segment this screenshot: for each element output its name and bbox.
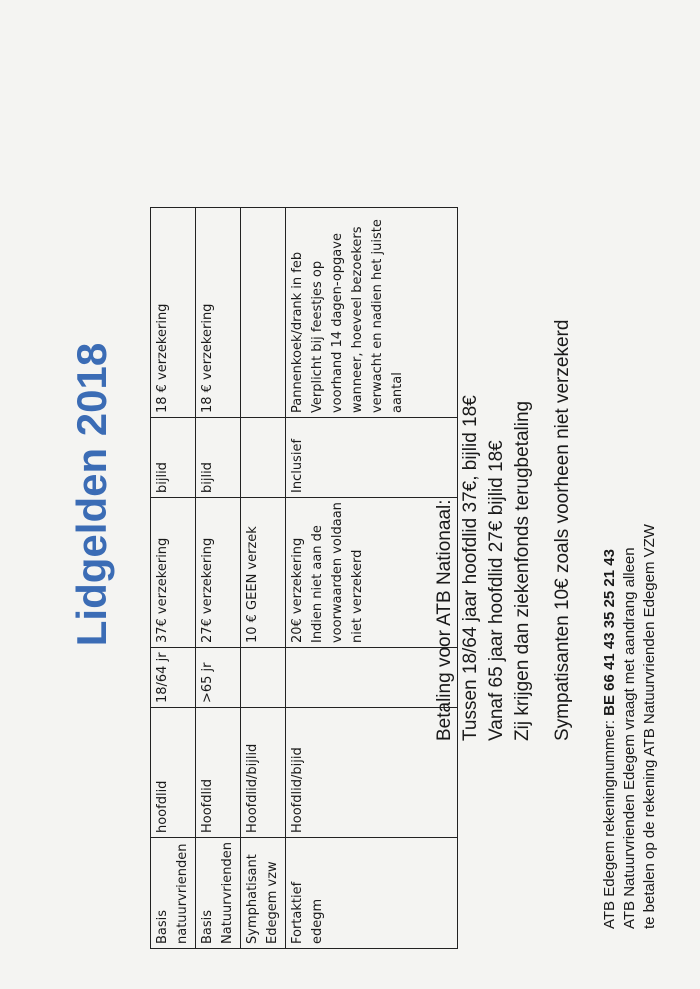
secondary-price-cell <box>241 208 286 418</box>
membership-type-cell: Basis Natuurvrienden <box>196 838 241 949</box>
payment-line: Vanaf 65 jaar hoofdlid 27€ bijlid 18€ <box>486 440 507 741</box>
member-cell: Hoofdlid/bijid <box>286 708 458 838</box>
price-cell: 20€ verzekering Indien niet aan de voorwaarden voldaan niet verzekerd <box>286 498 458 648</box>
payment-line: Tussen 18/64 jaar hoofdlid 37€, bijlid 18€ <box>460 395 481 741</box>
payment-line: Zij krijgen dan ziekenfonds terugbetaling <box>512 400 533 741</box>
membership-type-cell: Fortaktief edegm <box>286 838 458 949</box>
table-row <box>196 208 241 949</box>
sympathizer-line: Sympatisanten 10€ zoals voorheen niet verzekerd <box>552 319 573 741</box>
secondary-member-cell: Inclusief <box>286 418 458 498</box>
price-cell: 10 € GEEN verzek <box>241 498 286 648</box>
age-cell <box>241 648 286 708</box>
payment-info <box>432 320 576 741</box>
secondary-member-cell: bijlid <box>196 418 241 498</box>
fees-table <box>150 207 458 949</box>
age-cell: >65 jr <box>196 648 241 708</box>
membership-type-cell: Symphatisant Edegem vzw <box>241 838 286 949</box>
price-cell: 27€ verzekering <box>196 498 241 648</box>
table-row <box>241 208 286 949</box>
secondary-member-cell: bijlid <box>151 418 196 498</box>
member-cell: Hoofdlid <box>196 708 241 838</box>
bank-info <box>600 524 660 929</box>
secondary-price-cell: Pannenkoek/drank in feb Verplicht bij feestjes op voorhand 14 dagen-opgave wanneer, hoeveel bezoekers verwacht en nadien het juiste aantal <box>286 208 458 418</box>
bank-note-line: ATB Natuurvrienden Edegem vraagt met aandrang alleen <box>621 547 638 929</box>
secondary-member-cell <box>241 418 286 498</box>
age-cell: 18/64 jr <box>151 648 196 708</box>
bank-prefix: ATB Edegem rekeningnummer: <box>601 715 618 929</box>
membership-type-cell: Basis natuurvrienden <box>151 838 196 949</box>
table-row <box>151 208 196 949</box>
member-cell: hoofdlid <box>151 708 196 838</box>
price-cell: 37€ verzekering <box>151 498 196 648</box>
member-cell: Hoofdlid/bijlid <box>241 708 286 838</box>
bank-account-line <box>600 524 620 929</box>
secondary-price-cell: 18 € verzekering <box>151 208 196 418</box>
payment-heading: Betaling voor ATB Nationaal: <box>434 499 455 741</box>
bank-note-line: te betalen op de rekening ATB Natuurvrienden Edegem VZW <box>641 524 658 929</box>
secondary-price-cell: 18 € verzekering <box>196 208 241 418</box>
page-title: Lidgelden 2018 <box>68 342 115 647</box>
iban: BE 66 41 43 35 25 21 43 <box>601 549 618 716</box>
